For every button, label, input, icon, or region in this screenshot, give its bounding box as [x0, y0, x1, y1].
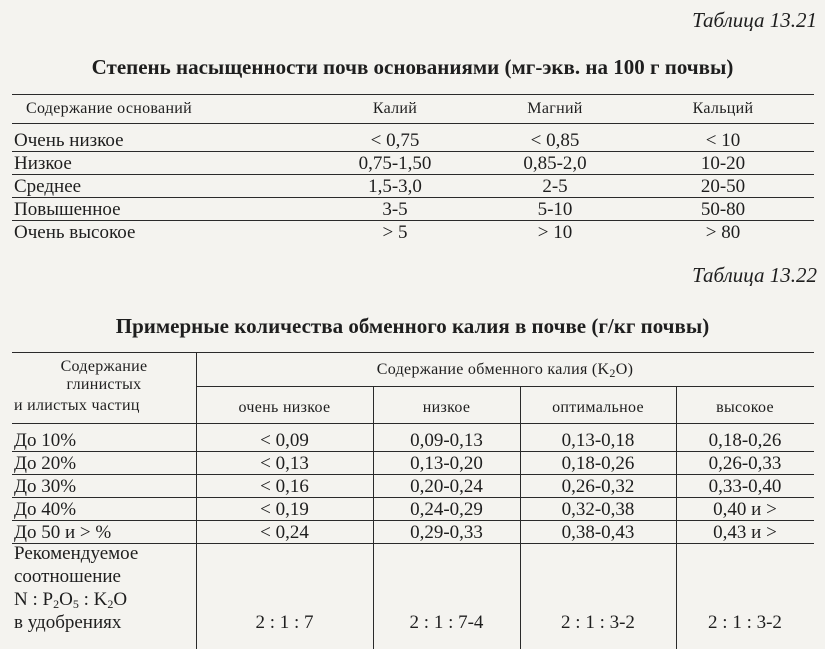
- table2-top-rule: [12, 352, 814, 353]
- table2-left-header-line3: и илистых частиц: [14, 397, 140, 414]
- table1-cell-calcium: 10-20: [700, 153, 746, 174]
- table2-recommend-label-line4: в удобрениях: [14, 612, 122, 633]
- table1-cell-magnesium: 5-10: [537, 199, 573, 220]
- table1-header-rule: [12, 123, 814, 124]
- table1-cell-label: Повышенное: [14, 199, 121, 220]
- table1-row-rule: [12, 174, 814, 175]
- table2-cell-high: 0,43 и >: [713, 522, 777, 543]
- table2-cell-label: До 10%: [14, 430, 77, 451]
- table2-title: Примерные количества обменного калия в почве (г/кг почвы): [115, 314, 710, 338]
- table2-cell-label: До 50 и > %: [14, 522, 112, 543]
- table1-row-rule: [12, 151, 814, 152]
- formula-sub-2b: 2: [107, 597, 114, 611]
- table1-cell-label: Низкое: [14, 153, 72, 174]
- table2-cell-low: 0,13-0,20: [410, 453, 483, 474]
- recommend-value-high: 2 : 1 : 3-2: [708, 612, 782, 633]
- table1-cell-potassium: < 0,75: [370, 130, 420, 151]
- table2-cell-label: До 30%: [14, 476, 77, 497]
- table2-group-header-prefix: Содержание обменного калия (K: [376, 361, 610, 378]
- table2-recommend-formula: [14, 589, 127, 611]
- table2-cell-low: 0,09-0,13: [410, 430, 483, 451]
- table1-cell-calcium: < 10: [705, 130, 741, 151]
- table1-cell-magnesium: 2-5: [542, 176, 568, 197]
- table1-header-magnesium: Магний: [527, 100, 583, 117]
- formula-o: O: [59, 589, 73, 610]
- table1-title: Степень насыщенности почв основаниями (мг-экв. на 100 г почвы): [91, 55, 734, 79]
- table1-header-potassium: Калий: [372, 100, 418, 117]
- table2-cell-label: До 40%: [14, 499, 77, 520]
- table1-cell-calcium: 20-50: [700, 176, 746, 197]
- table1-row-rule: [12, 220, 814, 221]
- table2-cell-label: До 20%: [14, 453, 77, 474]
- table1-cell-label: Среднее: [14, 176, 82, 197]
- table1-cell-calcium: 50-80: [700, 199, 746, 220]
- table2-recommend-label-line2: соотношение: [14, 566, 121, 587]
- recommend-value-optimal: 2 : 1 : 3-2: [561, 612, 635, 633]
- table2-subheader-low: низкое: [422, 399, 471, 416]
- table2-caption: Таблица 13.22: [692, 263, 817, 287]
- table2-group-header: [196, 359, 814, 381]
- table2-cell-very-low: < 0,19: [260, 499, 309, 520]
- formula-o2: O: [113, 589, 128, 610]
- table1-row-rule: [12, 197, 814, 198]
- table2-cell-optimal: 0,32-0,38: [561, 499, 635, 520]
- table2-left-header-line1: Содержание: [60, 358, 148, 375]
- recommend-value-low: 2 : 1 : 7-4: [409, 612, 484, 633]
- table2-cell-low: 0,20-0,24: [410, 476, 483, 497]
- table1-cell-label: Очень высокое: [14, 222, 136, 243]
- table2-cell-optimal: 0,13-0,18: [561, 430, 635, 451]
- table2-subheader-optimal: оптимальное: [552, 399, 644, 416]
- table1-cell-potassium: 1,5-3,0: [368, 176, 422, 197]
- table1-top-rule: [12, 94, 814, 95]
- table2-cell-high: 0,18-0,26: [708, 430, 782, 451]
- formula-sub-5: 5: [72, 597, 79, 611]
- table1-cell-calcium: > 80: [705, 222, 741, 243]
- table2-cell-low: 0,29-0,33: [410, 522, 483, 543]
- table1-cell-label: Очень низкое: [14, 130, 124, 151]
- table2-group-rule: [196, 386, 814, 387]
- table2-cell-high: 0,40 и >: [713, 499, 777, 520]
- table2-cell-optimal: 0,18-0,26: [561, 453, 635, 474]
- table2-cell-optimal: 0,38-0,43: [561, 522, 635, 543]
- table1-cell-potassium: 0,75-1,50: [358, 153, 432, 174]
- formula-k: : K: [78, 589, 108, 610]
- table2-cell-optimal: 0,26-0,32: [561, 476, 635, 497]
- table2-cell-high: 0,33-0,40: [708, 476, 782, 497]
- formula-n-p: N : P: [14, 589, 54, 610]
- table2-cell-very-low: < 0,16: [260, 476, 309, 497]
- table2-cell-very-low: < 0,09: [260, 430, 309, 451]
- table2-header-rule: [12, 423, 814, 424]
- table1-cell-potassium: > 5: [382, 222, 408, 243]
- table1-cell-potassium: 3-5: [382, 199, 408, 220]
- table2-cell-very-low: < 0,24: [260, 522, 309, 543]
- table2-group-header-sub: 2: [609, 366, 616, 380]
- table2-group-header-suffix: O): [615, 361, 634, 378]
- table2-cell-very-low: < 0,13: [260, 453, 309, 474]
- table1-header-calcium: Кальций: [692, 100, 754, 117]
- table2-recommend-label-line1: Рекомендуемое: [14, 543, 139, 564]
- table1-cell-magnesium: 0,85-2,0: [523, 153, 587, 174]
- table2-cell-low: 0,24-0,29: [410, 499, 483, 520]
- table1-caption: Таблица 13.21: [692, 8, 817, 32]
- table2-subheader-high: высокое: [716, 399, 774, 416]
- formula-sub-2a: 2: [53, 597, 60, 611]
- table2-subheader-very-low: очень низкое: [238, 399, 331, 416]
- table2-left-header-line2: глинистых: [66, 376, 142, 393]
- table1-cell-magnesium: > 10: [537, 222, 573, 243]
- recommend-value-very-low: 2 : 1 : 7: [255, 612, 314, 633]
- table1-cell-magnesium: < 0,85: [530, 130, 580, 151]
- table2-cell-high: 0,26-0,33: [708, 453, 782, 474]
- table1-header-bases: Содержание оснований: [26, 100, 193, 117]
